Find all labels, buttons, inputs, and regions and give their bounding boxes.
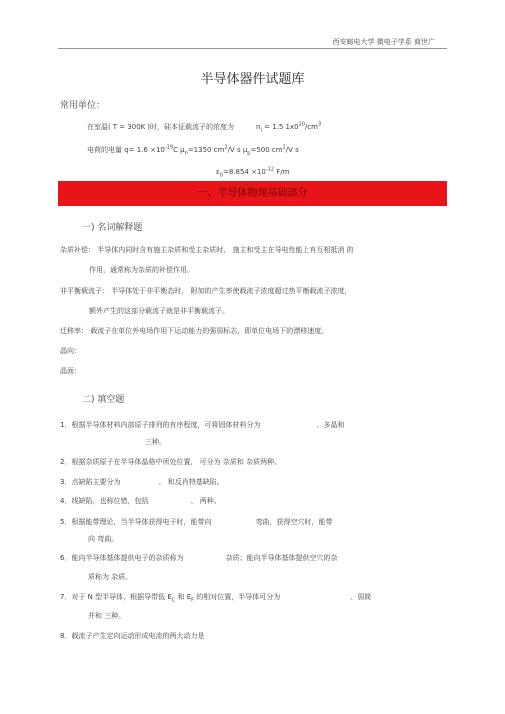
question-3: 3．点缺陷主要分为 、 和反肖特基缺陷。	[60, 478, 224, 486]
part2-heading: 二) 填空题	[82, 395, 125, 405]
units-line-ni: 在室温( T = 300K )时，硅本征载流子的浓度为 $n_i = 1.5$ $1x0^{10}/cm^3$	[87, 121, 322, 134]
question-1: 1．根据半导体材料内部原子排列的有序程度，可将固体材料分为 、多晶和	[60, 421, 345, 429]
term-crystal-plane: 晶面：	[60, 367, 81, 375]
question-8: 8．载流子产生定向运动形成电流的两大动力是	[60, 632, 205, 640]
units-line-charge-mobility: 电荷的电量 $q= 1.6 \times 10^{-19}C$ $\mu_n=1350$ $cm^2/V$ s $\mu_p=500$ $cm^2/V$ s	[87, 144, 299, 157]
header-rule	[58, 48, 447, 49]
term-nonequilibrium-carrier: 非平衡载流子： 半导体处于非平衡态时， 附加的产生率使载流子浓度超过热平衡载流子浓度，	[60, 287, 352, 295]
question-7-cont: 并和 三种。	[88, 612, 126, 620]
term-mobility: 迁移率： 载流子在单位外电场作用下运动能力的强弱标志，即单位电场下的漂移速度。	[60, 327, 329, 335]
term-impurity-compensation-cont: 作用，通常称为杂质的补偿作用。	[89, 266, 194, 274]
question-6: 6．能向半导体基体提供电子的杂质称为 杂质；能向半导体基体提供空穴的杂	[60, 554, 338, 562]
question-4: 4．线缺陷，也称位错，包括 、 两种。	[60, 497, 221, 505]
question-1-cont: 三种。	[145, 438, 166, 446]
units-heading: 常用单位：	[60, 101, 106, 111]
term-nonequilibrium-carrier-cont: 额外产生的这部分载流子就是非平衡载流子。	[89, 307, 229, 315]
term-crystal-direction: 晶向：	[60, 347, 81, 355]
page-header: 西安邮电大学 微电子学系 商世广	[332, 38, 435, 46]
section-banner	[58, 181, 447, 206]
question-7: 7．对于 N 型半导体，根据导带低 $E_C$ 和 $E_F$ 的相对位置，半导体可分为 、弱简	[60, 593, 372, 604]
question-5: 5．根据能带理论，当半导体获得电子时，能带向 弯曲，获得空穴时，能带	[60, 518, 333, 526]
document-title: 半导体器件试题库	[200, 72, 305, 87]
question-5-cont: 向 弯曲。	[88, 535, 119, 543]
question-6-cont: 质称为 杂质。	[88, 573, 133, 581]
term-impurity-compensation: 杂质补偿： 半导体内同时含有施主杂质和受主杂质时， 施主和受主在导电性能上有互相抵消 的	[60, 246, 354, 254]
units-line-epsilon: $\varepsilon_0=8.854 \times 10^{-12}$ F/m	[216, 166, 290, 179]
question-2: 2．根据杂质原子在半导体晶格中所处位置， 可分为 杂质和 杂质两种。	[60, 458, 282, 466]
section-banner-title: 一、半导体物理基础部分	[197, 188, 308, 199]
part1-heading: 一) 名词解释题	[82, 223, 143, 233]
